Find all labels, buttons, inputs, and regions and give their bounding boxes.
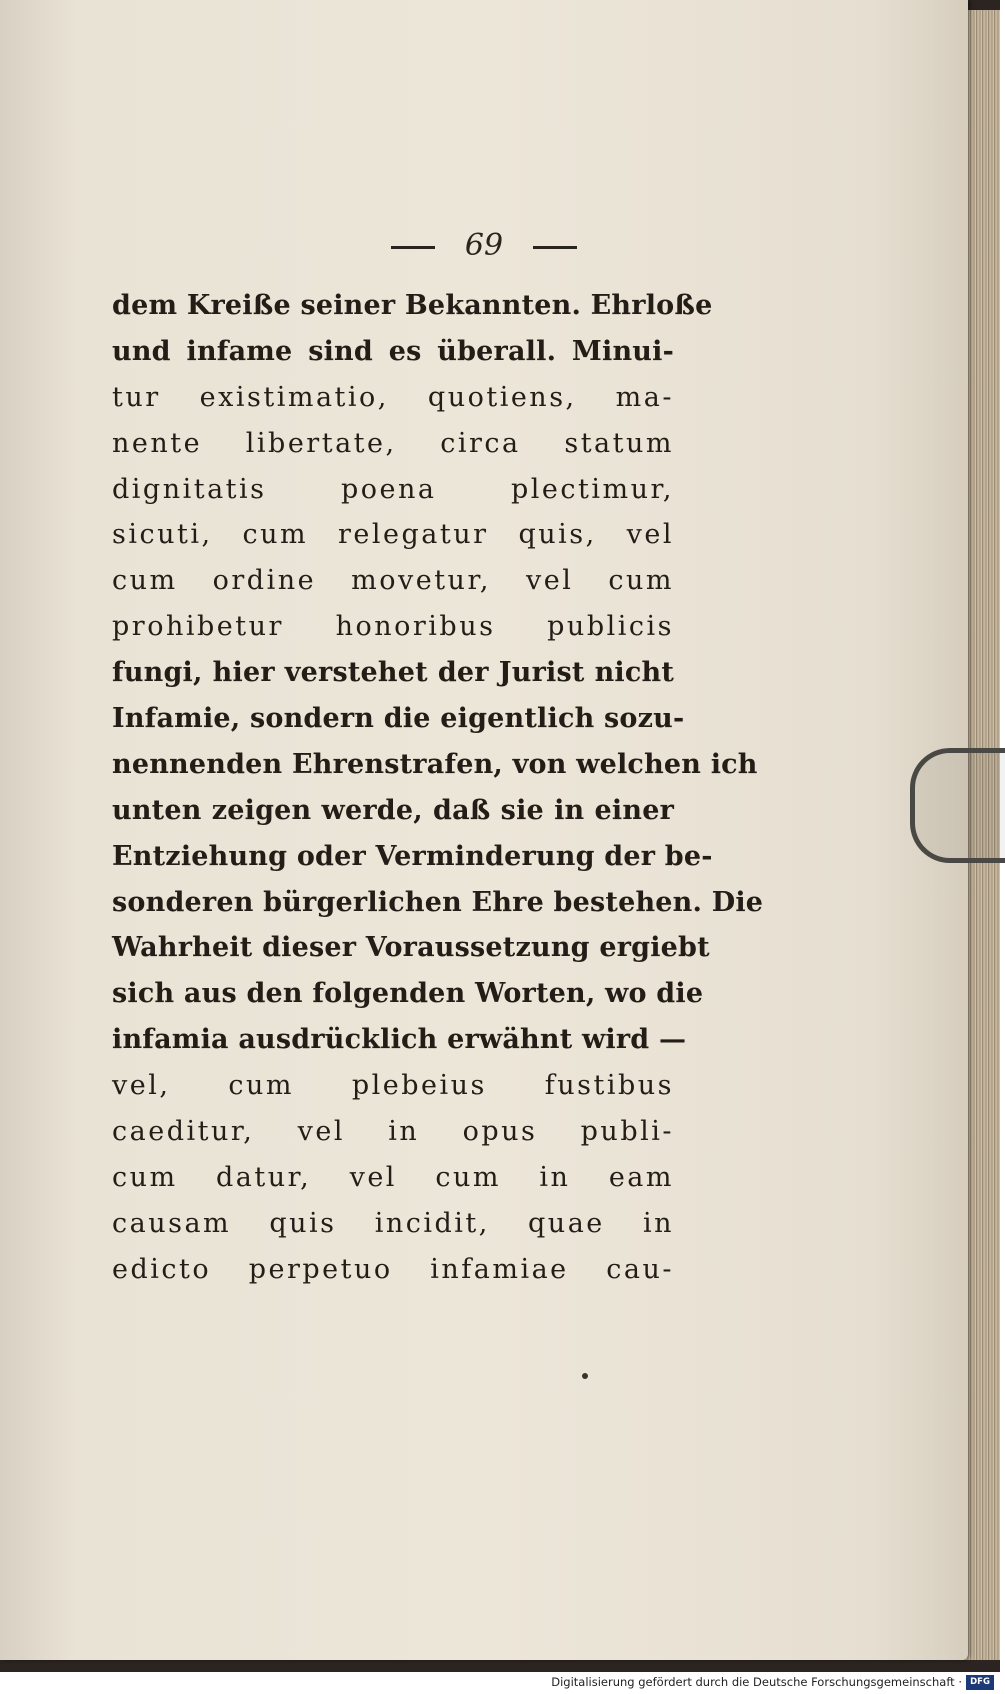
text-line: sonderen bürgerlichen Ehre bestehen. Die (112, 886, 764, 918)
text-line: nente libertate, circa statum (112, 427, 674, 459)
text-line: prohibetur honoribus publicis (112, 611, 674, 643)
text-line: Infamie, sondern die eigentlich sozu- (112, 703, 685, 735)
text-line: sich aus den folgenden Worten, wo die (112, 978, 704, 1010)
text-line: cum ordine movetur, vel cum (112, 565, 674, 597)
dfg-logo: DFG (966, 1675, 994, 1690)
body-text (112, 283, 764, 1293)
header-dash-left (391, 246, 435, 249)
text-line: dignitatis poena plectimur, (112, 473, 674, 505)
text-line: und infame sind es überall. Minui- (112, 335, 674, 367)
text-line: infamia ausdrücklich erwähnt wird — (112, 1024, 687, 1056)
text-line: fungi, hier verstehet der Jurist nicht (112, 657, 674, 689)
text-line: unten zeigen werde, daß sie in einer (112, 794, 674, 826)
text-line: caeditur, vel in opus publi- (112, 1116, 674, 1148)
ink-speck (582, 1373, 588, 1379)
credit-bar (0, 1672, 1000, 1694)
page-number: 69 (464, 228, 504, 263)
text-line: tur existimatio, quotiens, ma- (112, 381, 674, 413)
text-line: dem Kreiße seiner Bekannten. Ehrloße (112, 290, 713, 321)
text-line: cum datur, vel cum in eam (112, 1161, 674, 1193)
text-line: vel, cum plebeius fustibus (112, 1070, 674, 1102)
text-line: edicto perpetuo infamiae cau- (112, 1253, 674, 1285)
page-clip (910, 748, 1005, 863)
digitization-credit: Digitalisierung gefördert durch die Deutsche Forschungsgemeinschaft · (551, 1675, 962, 1689)
text-line: sicuti, cum relegatur quis, vel (112, 519, 674, 551)
page-number-header (0, 228, 968, 263)
text-line: nennenden Ehrenstrafen, von welchen ich (112, 748, 758, 780)
header-dash-right (533, 246, 577, 249)
text-line: causam quis incidit, quae in (112, 1207, 674, 1239)
text-line: Entziehung oder Verminderung der be- (112, 840, 713, 872)
text-line: Wahrheit dieser Voraussetzung ergiebt (112, 932, 710, 964)
